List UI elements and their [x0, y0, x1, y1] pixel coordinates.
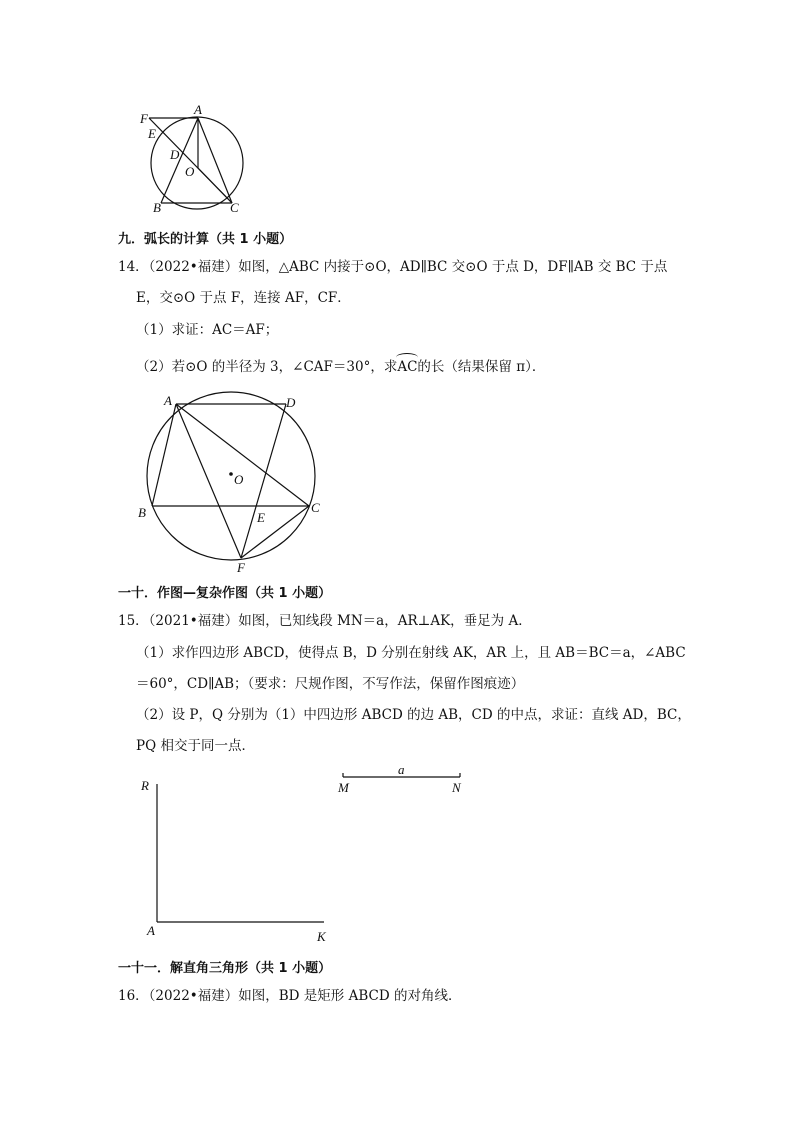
- q14-part2-post: 的长（结果保留 π）．: [417, 359, 546, 375]
- figure-circle-abc: [130, 100, 260, 215]
- label-a-length: a: [398, 762, 405, 777]
- label-k: K: [317, 929, 326, 944]
- label-c: C: [230, 200, 239, 215]
- q16-stem-line1: 16．（2022•福建）如图，BD 是矩形 ABCD 的对角线．: [118, 988, 462, 1004]
- label-e: E: [257, 510, 265, 525]
- figure-right-angle: [138, 772, 338, 947]
- figure-segment-mn: [334, 760, 474, 796]
- figure-q14: [134, 390, 334, 580]
- q14-part2: [136, 358, 545, 376]
- label-f: F: [140, 111, 148, 126]
- q15-part1-line1: （1）求作四边形 ABCD，使得点 B，D 分别在射线 AK，AR 上，且 AB＝BC＝a，∠ABC: [136, 645, 686, 661]
- label-e: E: [148, 126, 156, 141]
- label-r: R: [141, 778, 149, 793]
- section-heading-10: 一十．作图—复杂作图（共 1 小题）: [118, 586, 332, 601]
- q15-part1-line2: ＝60°，CD∥AB；（要求：尺规作图，不写作法，保留作图痕迹）: [136, 676, 525, 692]
- label-b: B: [138, 505, 146, 520]
- q15-part2-line2: PQ 相交于同一点．: [136, 738, 255, 754]
- label-n: N: [452, 780, 461, 795]
- q14-stem-line1: 14．（2022•福建）如图，△ABC 内接于⊙O，AD∥BC 交⊙O 于点 D，DF∥AB 交 BC 于点: [118, 259, 668, 275]
- label-c: C: [311, 500, 320, 515]
- label-b: B: [153, 200, 161, 215]
- label-m: M: [338, 780, 349, 795]
- label-d: D: [170, 147, 180, 162]
- q14-part1: （1）求证：AC＝AF；: [136, 322, 279, 338]
- arc-ac: AC: [397, 359, 418, 375]
- q15-part2-line1: （2）设 P，Q 分别为（1）中四边形 ABCD 的边 AB，CD 的中点，求证：直线 AD，BC，: [136, 707, 691, 723]
- label-a: A: [164, 393, 172, 408]
- section-heading-11: 一十一．解直角三角形（共 1 小题）: [118, 961, 332, 976]
- q14-part2-pre: （2）若⊙O 的半径为 3，∠CAF＝30°，求: [136, 359, 398, 375]
- q15-stem-line1: 15．（2021•福建）如图，已知线段 MN＝a，AR⊥AK，垂足为 A．: [118, 613, 532, 629]
- label-o: O: [185, 164, 195, 179]
- label-d: D: [286, 395, 296, 410]
- section-heading-9: 九．弧长的计算（共 1 小题）: [118, 232, 293, 247]
- label-a: A: [194, 102, 202, 117]
- label-o: O: [234, 472, 244, 487]
- label-f: F: [237, 560, 245, 575]
- q14-stem-line2: E，交⊙O 于点 F，连接 AF，CF．: [136, 290, 351, 306]
- label-a: A: [147, 923, 155, 938]
